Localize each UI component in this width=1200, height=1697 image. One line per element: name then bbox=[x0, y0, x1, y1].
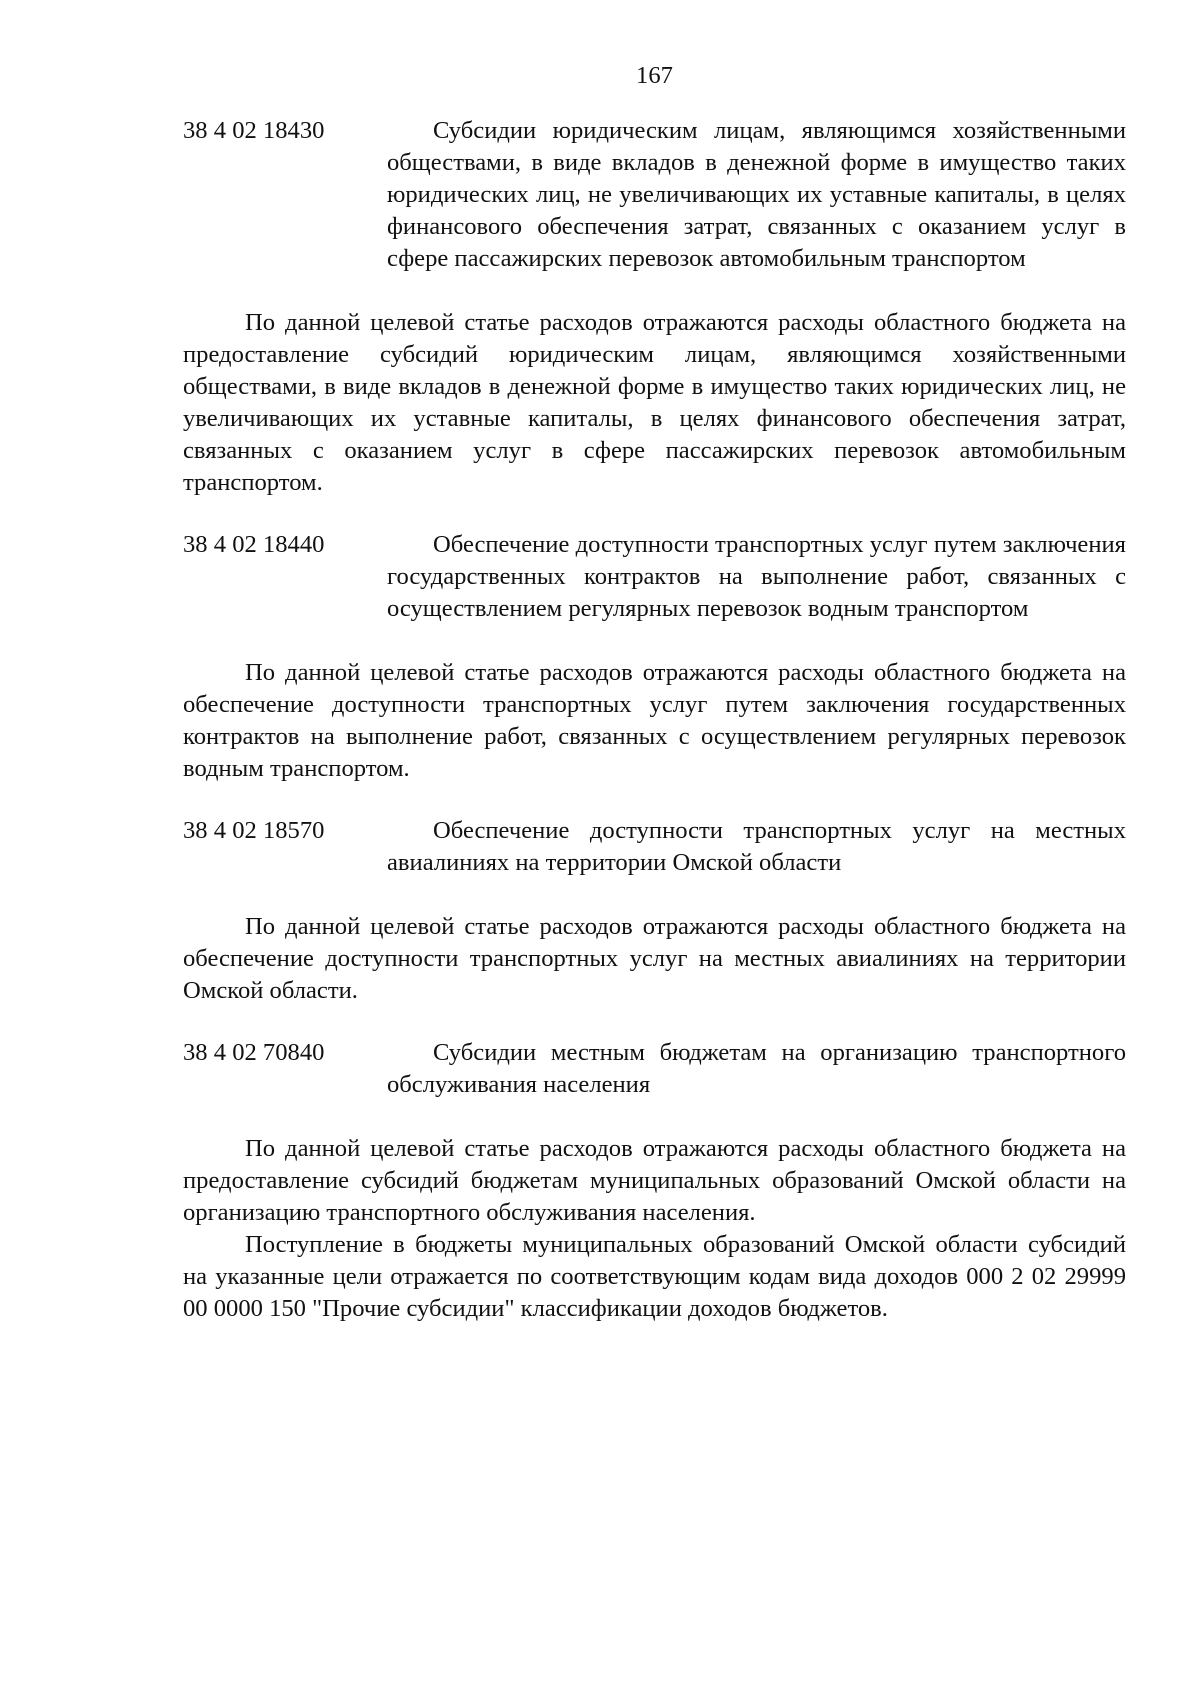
budget-code: 38 4 02 18430 bbox=[183, 117, 325, 144]
description-paragraph: По данной целевой статье расходов отражаются расходы областного бюджета на предоставление субсидий бюджетам муниципальных образований Омской области на организацию транспортного обслуживания населения. bbox=[183, 1135, 1126, 1226]
budget-code: 38 4 02 70840 bbox=[183, 1039, 325, 1066]
description-paragraph: По данной целевой статье расходов отражаются расходы областного бюджета на обеспечение доступности транспортных услуг путем заключения государственных контрактов на выполнение работ, связанных с осуществлением регулярных перевозок водным транспортом. bbox=[183, 659, 1126, 782]
description-paragraph: По данной целевой статье расходов отражаются расходы областного бюджета на предоставление субсидий юридическим лицам, являющимся хозяйственными обществами, в виде вкладов в денежной форме в имущество таких юридических лиц, не увеличивающих их уставные капиталы, в целях финансового обеспечения затрат, связанных с оказанием услуг в сфере пассажирских перевозок автомобильным транспортом. bbox=[183, 309, 1126, 496]
budget-entry bbox=[183, 115, 1126, 275]
entry-title: Обеспечение доступности транспортных услуг на местных авиалиниях на территории Омской области bbox=[387, 817, 1126, 876]
budget-entry bbox=[183, 815, 1126, 879]
entry-title: Субсидии юридическим лицам, являющимся хозяйственными обществами, в виде вкладов в денежной форме в имущество таких юридических лиц, не увеличивающих их уставные капиталы, в целях финансового обеспечения затрат, связанных с оказанием услуг в сфере пассажирских перевозок автомобильным транспортом bbox=[387, 117, 1126, 272]
budget-entry bbox=[183, 529, 1126, 625]
document-page bbox=[183, 60, 1126, 1325]
description-paragraph: Поступление в бюджеты муниципальных образований Омской области субсидий на указанные цели отражается по соответствующим кодам вида доходов 000 2 02 29999 00 0000 150 "Прочие субсидии" классификации доходов бюджетов. bbox=[183, 1231, 1126, 1322]
description-paragraph: По данной целевой статье расходов отражаются расходы областного бюджета на обеспечение доступности транспортных услуг на местных авиалиниях на территории Омской области. bbox=[183, 913, 1126, 1004]
entry-title: Обеспечение доступности транспортных услуг путем заключения государственных контрактов на выполнение работ, связанных с осуществлением регулярных перевозок водным транспортом bbox=[387, 531, 1126, 622]
page-number: 167 bbox=[636, 62, 673, 89]
budget-code: 38 4 02 18440 bbox=[183, 531, 325, 558]
budget-code: 38 4 02 18570 bbox=[183, 817, 325, 844]
entry-title: Субсидии местным бюджетам на организацию транспортного обслуживания населения bbox=[387, 1039, 1126, 1098]
budget-entry bbox=[183, 1037, 1126, 1101]
